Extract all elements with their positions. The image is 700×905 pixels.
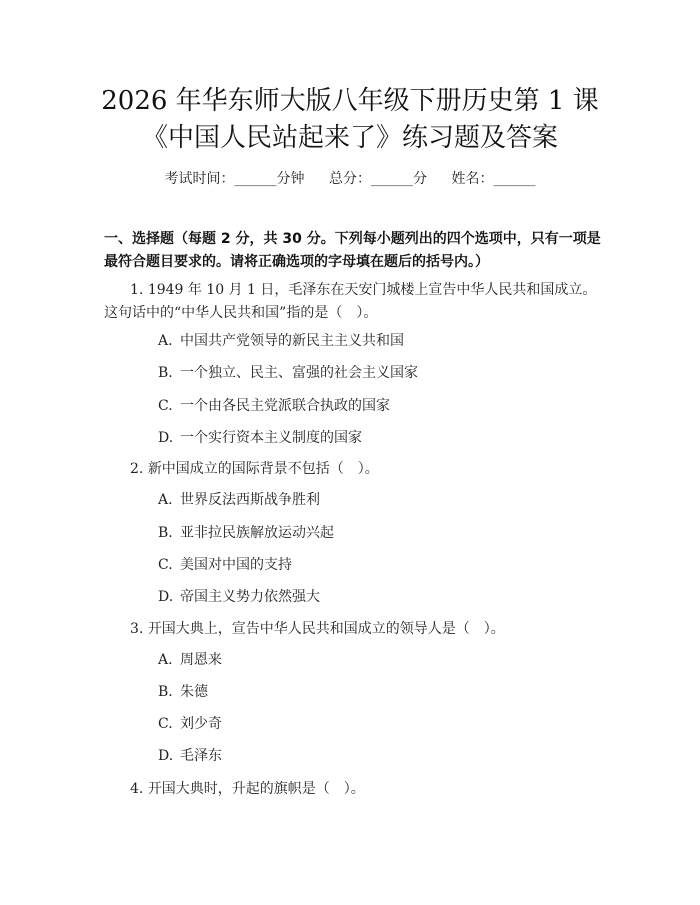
option-text: 中国共产党领导的新民主主义共和国: [180, 333, 404, 349]
option-text: 一个实行资本主义制度的国家: [180, 430, 362, 446]
option-letter: A.: [158, 652, 173, 668]
option-text: 帝国主义势力依然强大: [180, 589, 320, 605]
question-1-number: 1.: [130, 282, 144, 298]
question-1-stem: 1949 年 10 月 1 日，毛泽东在天安门城楼上宣告中华人民共和国成立。这句话中的“中华人民共和国”指的是（ ）。: [104, 282, 597, 321]
question-2-option-d: [158, 587, 598, 607]
exam-meta: [0, 168, 700, 188]
question-3: [104, 618, 604, 641]
section-heading: 一、选择题（每题 2 分，共 30 分。下列每小题列出的四个选项中，只有一项是最符合题目要求的。请将正确选项的字母填在题后的括号内。）: [104, 231, 601, 270]
document-title-line2: 《中国人民站起来了》练习题及答案: [141, 123, 558, 153]
option-text: 世界反法西斯战争胜利: [180, 492, 320, 508]
question-2-option-b: [158, 523, 598, 543]
question-2-stem: 新中国成立的国际背景不包括（ ）。: [147, 461, 379, 477]
exam-time-field: 考试时间：______分钟: [164, 171, 305, 187]
total-score-field: 总分：______分: [329, 171, 427, 187]
option-text: 毛泽东: [180, 748, 222, 764]
option-text: 美国对中国的支持: [180, 557, 292, 573]
option-letter: A.: [158, 492, 173, 508]
question-2-option-c: [158, 555, 598, 575]
document-title-line1: 2026 年华东师大版八年级下册历史第 1 课: [101, 86, 599, 116]
option-letter: C.: [158, 557, 173, 573]
question-3-option-a: [158, 650, 598, 670]
option-text: 一个由各民主党派联合执政的国家: [180, 398, 390, 414]
option-letter: C.: [158, 716, 173, 732]
question-1-option-b: [158, 363, 598, 383]
question-1-option-c: [158, 396, 598, 416]
question-4: [104, 778, 604, 801]
option-text: 亚非拉民族解放运动兴起: [180, 525, 334, 541]
question-1: [104, 279, 604, 325]
option-text: 刘少奇: [180, 716, 222, 732]
option-letter: D.: [158, 748, 174, 764]
option-letter: B.: [158, 365, 173, 381]
option-letter: B.: [158, 525, 173, 541]
option-letter: D.: [158, 430, 174, 446]
option-letter: B.: [158, 684, 173, 700]
question-3-stem: 开国大典上，宣告中华人民共和国成立的领导人是（ ）。: [147, 621, 505, 637]
option-text: 朱德: [180, 684, 208, 700]
question-3-option-d: [158, 746, 598, 766]
question-4-stem: 开国大典时，升起的旗帜是（ ）。: [147, 781, 365, 797]
question-1-option-d: [158, 428, 598, 448]
option-text: 周恩来: [180, 652, 222, 668]
option-letter: C.: [158, 398, 173, 414]
question-2: [104, 458, 604, 481]
question-2-option-a: [158, 490, 598, 510]
option-text: 一个独立、民主、富强的社会主义国家: [180, 365, 418, 381]
question-3-option-c: [158, 714, 598, 734]
question-4-number: 4.: [130, 781, 144, 797]
question-3-option-b: [158, 682, 598, 702]
student-name-field: 姓名：______: [451, 171, 536, 187]
option-letter: A.: [158, 333, 173, 349]
question-1-option-a: [158, 331, 598, 351]
option-letter: D.: [158, 589, 174, 605]
question-2-number: 2.: [130, 461, 144, 477]
question-3-number: 3.: [130, 621, 144, 637]
